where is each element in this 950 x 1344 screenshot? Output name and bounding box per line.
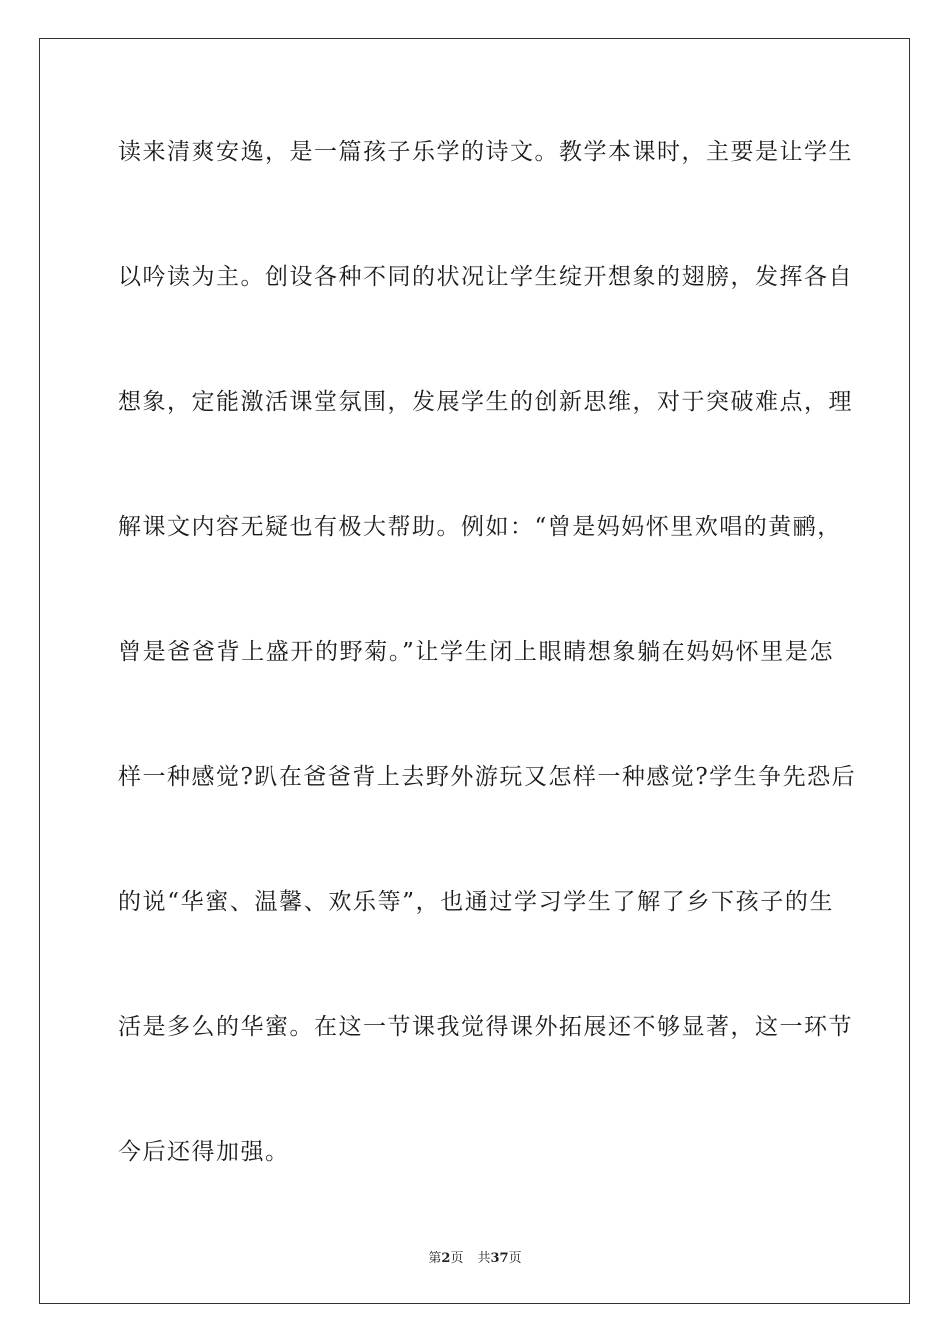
total-prefix: 共	[477, 1251, 491, 1266]
document-body	[118, 127, 857, 1252]
text-line-6: 样一种感觉?趴在爸爸背上去野外游玩又怎样一种感觉?学生争先恐后	[118, 764, 857, 790]
text-line-3: 想象，定能激活课堂氛围，发展学生的创新思维，对于突破难点，理	[118, 389, 853, 415]
total-pages: 37	[490, 1251, 509, 1266]
text-line-2: 以吟读为主。创设各种不同的状况让学生绽开想象的翅膀，发挥各自	[118, 264, 853, 290]
text-line-5: 曾是爸爸背上盛开的野菊。”让学生闭上眼睛想象躺在妈妈怀里是怎	[118, 639, 834, 665]
text-line-7: 的说“华蜜、温馨、欢乐等”，也通过学习学生了解了乡下孩子的生	[118, 889, 834, 915]
page-footer	[0, 1247, 950, 1266]
page-suffix: 页	[450, 1251, 464, 1266]
text-line-9: 今后还得加强。	[118, 1139, 290, 1165]
page-prefix: 第	[428, 1251, 442, 1266]
text-line-1: 读来清爽安逸，是一篇孩子乐学的诗文。教学本课时，主要是让学生	[118, 139, 853, 165]
text-line-4: 解课文内容无疑也有极大帮助。例如：“曾是妈妈怀里欢唱的黄鹂，	[118, 514, 842, 540]
page-number: 2	[441, 1251, 451, 1266]
text-line-8: 活是多么的华蜜。在这一节课我觉得课外拓展还不够显著，这一环节	[118, 1014, 853, 1040]
total-suffix: 页	[508, 1251, 522, 1266]
